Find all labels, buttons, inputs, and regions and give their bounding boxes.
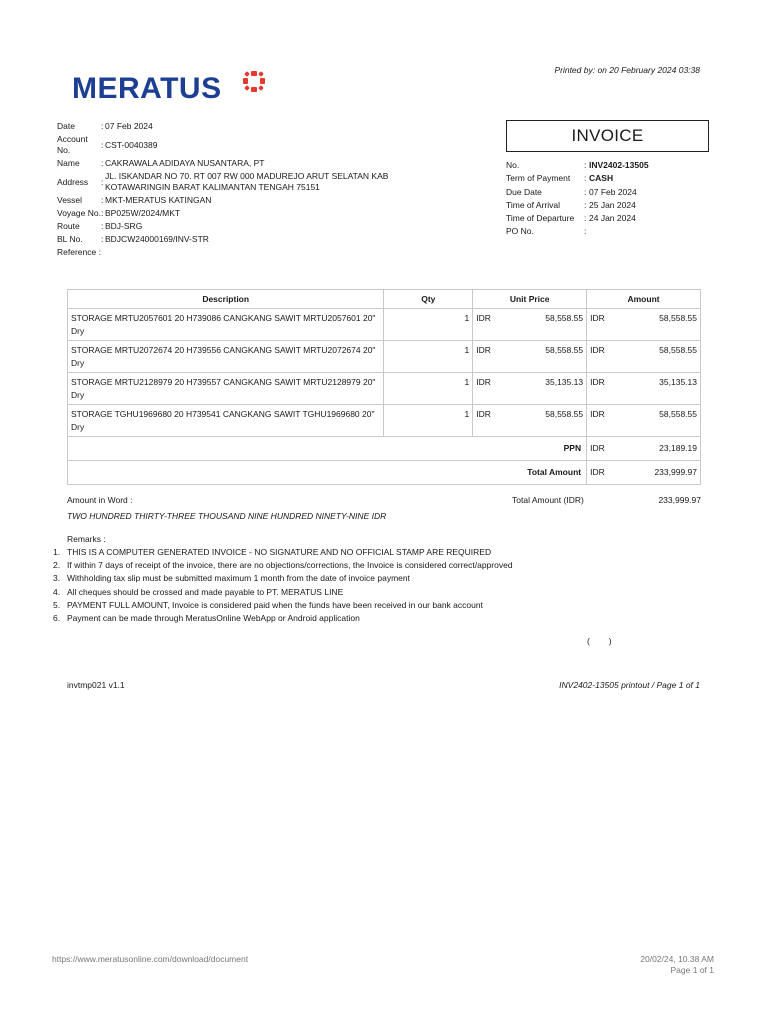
footer-datetime-block [640,954,714,976]
currency: IDR [590,409,605,419]
info-row-date: Date : 07 Feb 2024 [57,121,477,132]
item-amount: 58,558.55 [659,409,697,419]
list-item [53,612,513,625]
remarks-list [53,546,513,625]
currency: IDR [590,313,605,323]
currency: IDR [476,345,491,355]
item-amount: 35,135.13 [659,377,697,387]
currency: IDR [476,313,491,323]
printout-info: INV2402-13505 printout / Page 1 of 1 [559,680,700,690]
currency: IDR [476,377,491,387]
invoice-info [506,160,716,240]
remark-number: 5. [53,599,61,610]
remark-text: THIS IS A COMPUTER GENERATED INVOICE - NO SIGNATURE AND NO OFFICIAL STAMP ARE REQUIRED [67,547,492,557]
column-header-qty: Qty [384,290,473,309]
currency: IDR [476,409,491,419]
table-row [68,309,701,341]
printed-by: Printed by: on 20 February 2024 03:38 [554,65,700,75]
item-qty: 1 [384,405,473,437]
info-value: BDJCW24000169/INV-STR [105,234,209,244]
total-idr-label: Total Amount (IDR) [512,495,584,505]
info-value: BDJ-SRG [105,221,143,231]
ppn-value: 23,189.19 [659,443,697,454]
list-item [53,546,513,559]
invoice-label: No. [506,160,520,170]
invoice-row: Due Date : 07 Feb 2024 [506,186,637,197]
signature-placeholder: ( ) [587,636,612,646]
ppn-row [68,437,701,461]
remark-text: If within 7 days of receipt of the invoice, there are no objections/corrections, the Invoice is considered correct/approved [67,560,513,571]
remark-number: 1. [53,547,61,557]
info-value: JL. ISKANDAR NO 70. RT 007 RW 000 MADUREJO ARUT SELATAN KAB KOTAWARINGIN BARAT KALIMANTAN TENGAH 75151 [105,171,389,192]
info-row-vessel: Vessel : MKT-MERATUS KATINGAN [57,195,477,206]
remark-text: Withholding tax slip must be submitted maximum 1 month from the date of invoice payment [67,573,410,584]
item-unit-price: 35,135.13 [545,377,584,387]
list-item [53,572,513,585]
currency: IDR [590,443,605,454]
template-version: invtmp021 v1.1 [67,680,125,690]
item-description: STORAGE MRTU2057601 20 H739086 CANGKANG SAWIT MRTU2057601 20" Dry [68,309,384,341]
invoice-label: Due Date [506,186,542,197]
info-value: 07 Feb 2024 [105,121,153,131]
info-row-bl: BL No. : BDJCW24000169/INV-STR [57,234,477,245]
item-unit-price: 58,558.55 [545,409,584,419]
info-label: Address [57,176,89,187]
total-row [68,461,701,485]
footer-page: Page 1 of 1 [670,965,714,975]
list-item [53,586,513,599]
remark-number: 3. [53,573,61,584]
table-row [68,373,701,405]
column-header-amount: Amount [587,290,701,309]
info-label: BL No. [57,234,83,244]
info-row-route: Route : BDJ-SRG [57,221,477,232]
info-row-voyage: Voyage No. : BP025W/2024/MKT [57,208,477,219]
invoice-row: Time of Departure : 24 Jan 2024 [506,213,636,224]
remark-number: 4. [53,586,61,597]
info-value: CST-0040389 [105,139,158,150]
item-description: STORAGE MRTU2072674 20 H739556 CANGKANG SAWIT MRTU2072674 20" Dry [68,341,384,373]
footer-datetime: 20/02/24, 10.38 AM [640,954,714,964]
invoice-title: INVOICE [571,126,644,145]
company-logo [72,72,222,106]
item-amount: 58,558.55 [659,313,697,323]
info-label: Route [57,221,80,231]
info-value: BP025W/2024/MKT [105,208,181,218]
item-qty: 1 [384,309,473,341]
table-row [68,341,701,373]
item-amount: 58,558.55 [659,345,697,355]
footer-url: https://www.meratusonline.com/download/document [52,954,249,964]
payment-term: CASH [589,173,614,184]
info-value [101,247,477,258]
remark-number: 6. [53,613,61,624]
currency: IDR [590,377,605,387]
invoice-label: Time of Arrival [506,199,561,210]
item-qty: 1 [384,373,473,405]
column-header-unit-price: Unit Price [473,290,587,309]
invoice-label: PO No. [506,226,534,237]
currency: IDR [590,467,605,478]
total-value: 233,999.97 [654,467,697,478]
invoice-title-box [506,120,709,152]
logo-wordmark: MERATUS [72,72,222,105]
departure-time: 24 Jan 2024 [589,213,636,224]
currency: IDR [590,345,605,355]
info-label: Voyage No. [57,208,101,218]
ppn-label: PPN [68,437,587,461]
info-value: MKT-MERATUS KATINGAN [105,195,212,205]
invoice-label: Term of Payment [506,173,571,184]
invoice-items-table [67,289,701,485]
total-idr-value: 233,999.97 [658,495,701,505]
invoice-row: No. : INV2402-13505 [506,160,649,170]
amount-in-word-label: Amount in Word : [67,495,133,505]
total-label: Total Amount [68,461,587,485]
column-header-description: Description [68,290,384,309]
remark-text: Payment can be made through MeratusOnline WebApp or Android application [67,613,360,624]
table-header-row [68,290,701,309]
info-label: Name [57,158,80,168]
remark-number: 2. [53,560,61,571]
customer-info [57,121,477,260]
item-unit-price: 58,558.55 [545,345,584,355]
arrival-time: 25 Jan 2024 [589,199,636,210]
amount-in-word: TWO HUNDRED THIRTY-THREE THOUSAND NINE HUNDRED NINETY-NINE IDR [67,511,387,521]
item-unit-price: 58,558.55 [545,313,584,323]
list-item [53,559,513,572]
info-row-reference: Reference : [57,247,477,258]
invoice-row: Term of Payment : CASH [506,173,614,184]
info-label: Date [57,121,75,131]
list-item [53,599,513,612]
table-row [68,405,701,437]
info-label: Vessel [57,195,83,205]
item-description: STORAGE TGHU1969680 20 H739541 CANGKANG SAWIT TGHU1969680 20" Dry [68,405,384,437]
due-date: 07 Feb 2024 [589,186,637,197]
info-label: Reference [57,247,97,257]
invoice-row: Time of Arrival : 25 Jan 2024 [506,199,636,210]
info-value: CAKRAWALA ADIDAYA NUSANTARA, PT [105,158,265,168]
remark-text: All cheques should be crossed and made payable to PT. MERATUS LINE [67,586,344,597]
info-row-name: Name : CAKRAWALA ADIDAYA NUSANTARA, PT [57,158,477,169]
info-row-account: Account No. : CST-0040389 [57,134,477,156]
remark-text: PAYMENT FULL AMOUNT, Invoice is considered paid when the funds have been received in our bank account [67,599,483,610]
invoice-label: Time of Departure [506,213,575,224]
item-description: STORAGE MRTU2128979 20 H739557 CANGKANG SAWIT MRTU2128979 20" Dry [68,373,384,405]
logo-emblem-icon [242,70,266,96]
info-label: Account No. [57,134,88,155]
item-qty: 1 [384,341,473,373]
info-row-address: Address : JL. ISKANDAR NO 70. RT 007 RW 000 MADUREJO ARUT SELATAN KAB KOTAWARINGIN BARAT KALIMANTAN TENGAH 75151 [57,171,477,193]
invoice-row: PO No. : [506,226,587,237]
remarks-label: Remarks : [67,534,106,544]
invoice-number: INV2402-13505 [589,160,649,170]
